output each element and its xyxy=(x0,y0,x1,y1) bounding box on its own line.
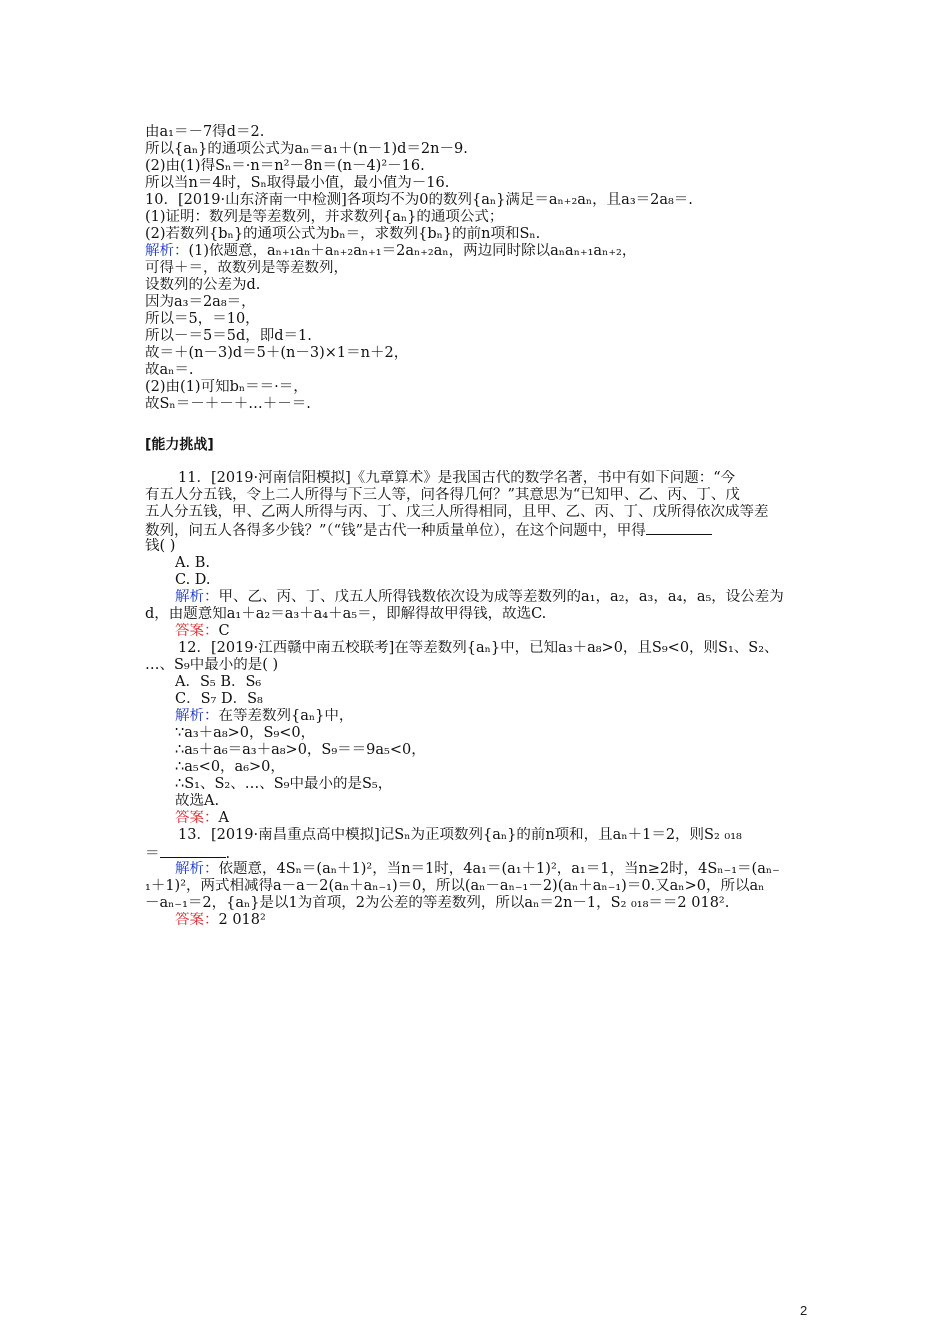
question-11-stem: 11．[2019·河南信阳模拟]《九章算术》是我国古代的数学名著，书中有如下问题：“今 xyxy=(178,470,736,486)
solution-label: 解析： xyxy=(175,861,219,877)
option-line: C. D. xyxy=(175,572,211,588)
text-line: ∴a₅＋a₆＝a₃＋a₈>0，S₉＝＝9a₅<0， xyxy=(175,742,426,758)
text-line: 所以＝5，＝10， xyxy=(145,311,260,327)
text-line: 因为a₃＝2a₈＝， xyxy=(145,294,256,310)
text-line: ∵a₃＋a₈>0，S₉<0， xyxy=(175,725,316,741)
answer-blank xyxy=(646,521,712,535)
text-line: 可得＋＝，故数列是等差数列， xyxy=(145,260,348,276)
text-line: …、S₉中最小的是( ) xyxy=(145,657,279,673)
answer-label: 答案： xyxy=(175,810,219,826)
text-line: 钱( ) xyxy=(145,538,176,554)
page-content xyxy=(145,124,807,929)
text-line: (2)由(1)可知bₙ＝＝·＝， xyxy=(145,379,308,395)
answer-line: 答案：A xyxy=(175,810,229,826)
text-line: 故aₙ＝. xyxy=(145,362,194,378)
answer-label: 答案： xyxy=(175,912,219,928)
text-line: 五人分五钱，甲、乙两人所得与丙、丁、戊三人所得相同，且甲、乙、丙、丁、戊所得依次成等差 xyxy=(145,504,769,520)
answer-line: 答案：C xyxy=(175,623,230,639)
solution-12-first-line: 解析：在等差数列{aₙ}中， xyxy=(175,708,354,724)
solution-label: 解析： xyxy=(175,589,219,605)
question-10-stem: 10．[2019·山东济南一中检测]各项均不为0的数列{aₙ}满足＝aₙ₊₂aₙ，且a₃＝2a₈＝. xyxy=(145,192,693,208)
question-12-stem: 12．[2019·江西赣中南五校联考]在等差数列{aₙ}中，已知a₃＋a₈>0，且S₉<0，则S₁、S₂、 xyxy=(178,640,779,656)
text-line: ₁＋1)²，两式相减得a－a－2(aₙ＋aₙ₋₁)＝0，所以(aₙ－aₙ₋₁－2)(aₙ＋aₙ₋₁)＝0.又aₙ>0，所以aₙ xyxy=(145,878,765,894)
solution-label: 解析： xyxy=(175,708,219,724)
answer-label: 答案： xyxy=(175,623,219,639)
text-line: ∴S₁、S₂、…、S₉中最小的是S₅， xyxy=(175,776,393,792)
option-line: A. B. xyxy=(175,555,210,571)
page-number: 2 xyxy=(800,1303,808,1318)
text-line: 故Sₙ＝－＋－＋…＋－＝. xyxy=(145,396,311,412)
text-line: 故＝＋(n－3)d＝5＋(n－3)×1＝n＋2， xyxy=(145,345,409,361)
text-line: ＝ . xyxy=(145,846,231,861)
solution-label: 解析： xyxy=(145,243,189,259)
text-line: 由a₁＝－7得d＝2. xyxy=(145,124,265,140)
section-heading: [能力挑战] xyxy=(145,437,214,453)
text-line: 设数列的公差为d. xyxy=(145,277,261,293)
option-line: C．S₇ D．S₈ xyxy=(175,691,263,707)
text-line: ∴a₅<0，a₆>0， xyxy=(175,759,285,775)
question-10-part1: (1)证明：数列是等差数列，并求数列{aₙ}的通项公式； xyxy=(145,209,504,225)
question-10-part2: (2)若数列{bₙ}的通项公式为bₙ＝，求数列{bₙ}的前n项和Sₙ. xyxy=(145,226,541,242)
answer-blank xyxy=(160,844,226,858)
text-line: 有五人分五钱，令上二人所得与下三人等，问各得几何？”其意思为“已知甲、乙、丙、丁、戊 xyxy=(145,487,740,503)
answer-line: 答案：2 018² xyxy=(175,912,266,928)
solution-11-first-line: 解析：甲、乙、丙、丁、戊五人所得钱数依次设为成等差数列的a₁，a₂，a₃，a₄，a₅，设公差为 xyxy=(175,589,784,605)
solution-13-first-line: 解析：依题意，4Sₙ＝(aₙ＋1)²，当n＝1时，4a₁＝(a₁＋1)²，a₁＝1，当n≥2时，4Sₙ₋₁＝(aₙ₋ xyxy=(175,861,780,877)
text-line: 数列，问五人各得多少钱？”（“钱”是古代一种质量单位），在这个问题中，甲得 xyxy=(145,521,807,538)
text-line: 故选A. xyxy=(175,793,220,809)
text-line: (2)由(1)得Sₙ＝·n＝n²－8n＝(n－4)²－16. xyxy=(145,158,425,174)
text-line: 所以当n＝4时，Sₙ取得最小值，最小值为－16. xyxy=(145,175,450,191)
text-line: －aₙ₋₁＝2，{aₙ}是以1为首项，2为公差的等差数列，所以aₙ＝2n－1，S₂ ₀₁₈＝＝2 018². xyxy=(145,895,730,911)
question-13-stem: 13．[2019·南昌重点高中模拟]记Sₙ为正项数列{aₙ}的前n项和，且aₙ＋1＝2，则S₂ ₀₁₈ xyxy=(178,827,742,843)
solution-10-first-line: 解析：(1)依题意，aₙ₊₁aₙ＋aₙ₊₂aₙ₊₁＝2aₙ₊₂aₙ，两边同时除以aₙaₙ₊₁aₙ₊₂， xyxy=(145,243,637,259)
option-line: A．S₅ B．S₆ xyxy=(175,674,262,690)
text-line: 所以{aₙ}的通项公式为aₙ＝a₁＋(n－1)d＝2n－9. xyxy=(145,141,468,157)
text-line: d，由题意知a₁＋a₂＝a₃＋a₄＋a₅＝，即解得故甲得钱，故选C. xyxy=(145,606,547,622)
text-line: 所以－＝5＝5d，即d＝1. xyxy=(145,328,312,344)
